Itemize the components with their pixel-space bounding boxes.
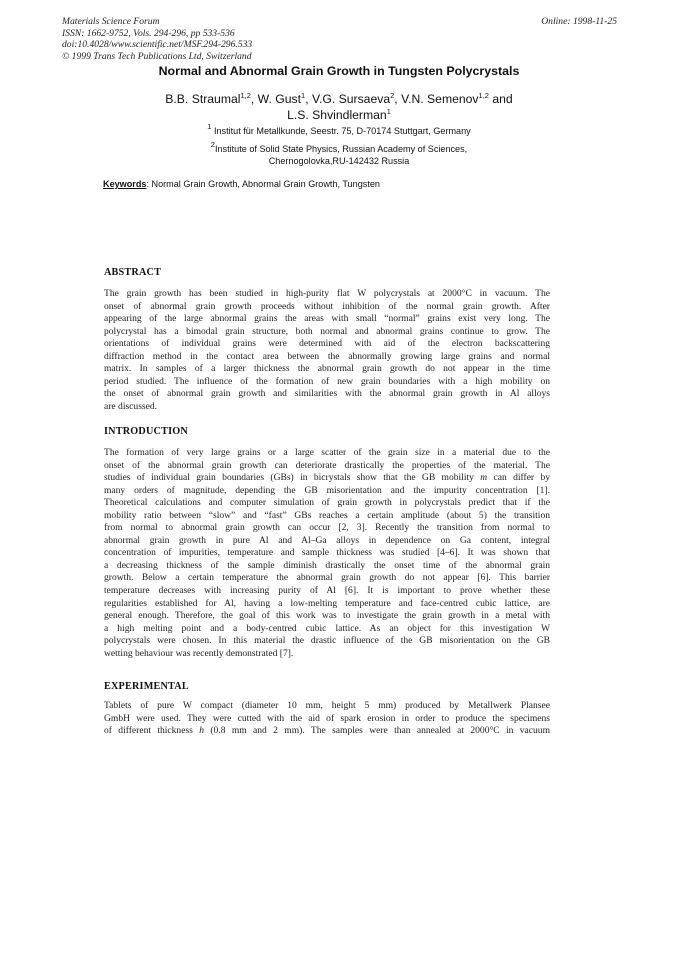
- text-line: temperature decreases with increasing purity of Al [6]. It is important to prove whether these: [104, 585, 550, 597]
- text-line: onset of abnormal grain growth proceeds without inhibition of the normal grain growth. After: [104, 300, 550, 312]
- symbol-h: h: [199, 725, 205, 737]
- author-conjunction: and: [488, 92, 513, 106]
- text-line: regularities established for Al, having a low-melting temperature and face-centred cubic lattice, are: [104, 597, 550, 609]
- copyright-line: © 1999 Trans Tech Publications Ltd, Switzerland: [62, 50, 252, 62]
- author-list: [0, 92, 678, 123]
- text-line: general enough. Therefore, the goal of this work was to investigate the grain growth in a metal with: [104, 610, 550, 622]
- affiliation-mark: 2: [210, 140, 215, 149]
- text-line: [104, 472, 550, 485]
- text-fragment: The samples were than annealed at 2000°C in vacuum: [310, 725, 551, 737]
- author-affiliation-mark: 1,2: [240, 91, 251, 100]
- affiliation-text: Institut für Metallkunde, Seestr. 75, D-70174 Stuttgart, Germany: [211, 126, 471, 136]
- author-affiliation-mark: 1,2: [478, 91, 489, 100]
- section-heading-abstract: ABSTRACT: [104, 267, 162, 278]
- keywords: [103, 179, 380, 189]
- author-name: L.S. Shvindlerman: [287, 107, 387, 122]
- author-line-1: [0, 92, 678, 108]
- author-affiliation-mark: 1: [301, 91, 306, 100]
- text-line: mobility ratio between “slow” and “fast” GBs reaches a certain amplitude (about 5) the transition: [104, 509, 550, 521]
- text-line: are discussed.: [104, 400, 158, 412]
- text-line: GmbH were used. They were cutted with the aid of spark erosion in order to produce the specimens: [104, 712, 550, 724]
- text-line: Theoretical calculations and computer simulation of grain growth in polycrystals predict that if the: [104, 497, 550, 509]
- symbol-m: m: [480, 472, 488, 484]
- text-line: many orders of magnitude, depending the GB misorientation and the impurity concentration [1].: [104, 484, 550, 496]
- text-line: polycrystals were chosen. In this material the drastic influence of the GB misorientation on the GB: [104, 635, 550, 647]
- text-line: a decreasing thickness of the sample diminish drastically the onset time of the abnormal grain: [104, 559, 550, 571]
- keywords-text: : Normal Grain Growth, Abnormal Grain Growth, Tungsten: [146, 179, 380, 189]
- keywords-label: Keywords: [103, 179, 147, 189]
- author-name: , V.G. Sursaeva: [305, 92, 391, 106]
- affiliation-1: [0, 122, 678, 138]
- abstract-paragraph: [104, 288, 550, 413]
- text-line: Tablets of pure W compact (diameter 10 mm, height 5 mm) produced by Metallwerk Plansee: [104, 700, 550, 711]
- text-line: period studied. The influence of the formation of new grain boundaries with a high mobility on: [104, 375, 550, 387]
- online-date: Online: 1998-11-25: [541, 16, 617, 27]
- author-affiliation-mark: 1: [386, 106, 391, 116]
- affiliation-text: Institute of Solid State Physics, Russian Academy of Sciences,: [214, 144, 468, 154]
- introduction-paragraph: [104, 447, 550, 660]
- affiliation-text: Chernogolovka,RU-142432 Russia: [268, 155, 410, 166]
- text-fragment: of different thickness: [104, 725, 200, 737]
- section-heading-experimental: EXPERIMENTAL: [104, 681, 189, 692]
- text-line: appearing of the large abnormal grains the areas with small “normal” grains exist very long. The: [104, 313, 550, 325]
- text-line: abnormal grain growth in pure Al and Al–Ga alloys in dependence on Ga content, integral: [104, 534, 550, 546]
- author-name: , W. Gust: [250, 92, 302, 106]
- text-line: from normal to abnormal grain growth can occur [2, 3]. Recently the transition from normal to: [104, 522, 550, 534]
- text-line: orientations of individual grains were determined with aid of the electron backscattering: [104, 338, 550, 350]
- author-affiliation-mark: 2: [390, 91, 395, 100]
- experimental-paragraph: [104, 700, 550, 738]
- text-line: concentration of impurities, temperature and sample thickness was studied [4–6]. It was shown that: [104, 547, 550, 559]
- journal-name: Materials Science Forum: [62, 16, 160, 27]
- text-fragment: studies of individual grain boundaries (GBs) in bicrystals show that the GB mobility: [104, 472, 481, 484]
- text-line: The grain growth has been studied in high-purity flat W polycrystals at 2000°C in vacuum. The: [104, 288, 550, 299]
- section-heading-introduction: INTRODUCTION: [104, 426, 188, 437]
- issn-line: ISSN: 1662-9752, Vols. 294-296, pp 533-536: [62, 27, 235, 39]
- text-line: growth. Below a certain temperature the abnormal grain growth do not appear [6]. This barrier: [104, 572, 550, 584]
- author-name: , V.N. Semenov: [394, 92, 479, 106]
- doi-line[interactable]: doi:10.4028/www.scientific.net/MSF.294-296.533: [62, 39, 253, 50]
- text-line: [104, 725, 550, 738]
- journal-header: [62, 16, 392, 62]
- paper-title: Normal and Abnormal Grain Growth in Tungsten Polycrystals: [158, 64, 520, 78]
- text-line: the onset of abnormal grain growth and similarities with the abnormal grain growth in Al alloys: [104, 388, 550, 400]
- text-fragment: (0.8 mm and 2 mm).: [204, 725, 311, 737]
- text-line: diffraction method in the contact area between the abnormally growing large grains and normal: [104, 350, 550, 362]
- text-fragment: can differ by: [487, 472, 551, 484]
- text-line: The formation of very large grains or a large scatter of the grain size in a material due to the: [104, 447, 550, 458]
- affiliation-mark: 1: [207, 122, 212, 131]
- text-line: onset of the abnormal grain growth can deteriorate drastically the properties of the material. The: [104, 459, 550, 471]
- text-line: wetting behaviour was recently demonstrated [7].: [104, 647, 294, 659]
- author-name: B.B. Straumal: [165, 92, 241, 106]
- text-line: matrix. In samples of a larger thickness the abnormal grain growth do not appear in the time: [104, 363, 550, 375]
- author-line-2: [0, 108, 678, 124]
- affiliation-2: [0, 140, 678, 167]
- text-line: a high melting point and a body-centred cubic lattice. As an object for this investigation W: [104, 622, 550, 634]
- text-line: polycrystal has a bimodal grain structure, both normal and abnormal grains continue to grow. The: [104, 325, 550, 337]
